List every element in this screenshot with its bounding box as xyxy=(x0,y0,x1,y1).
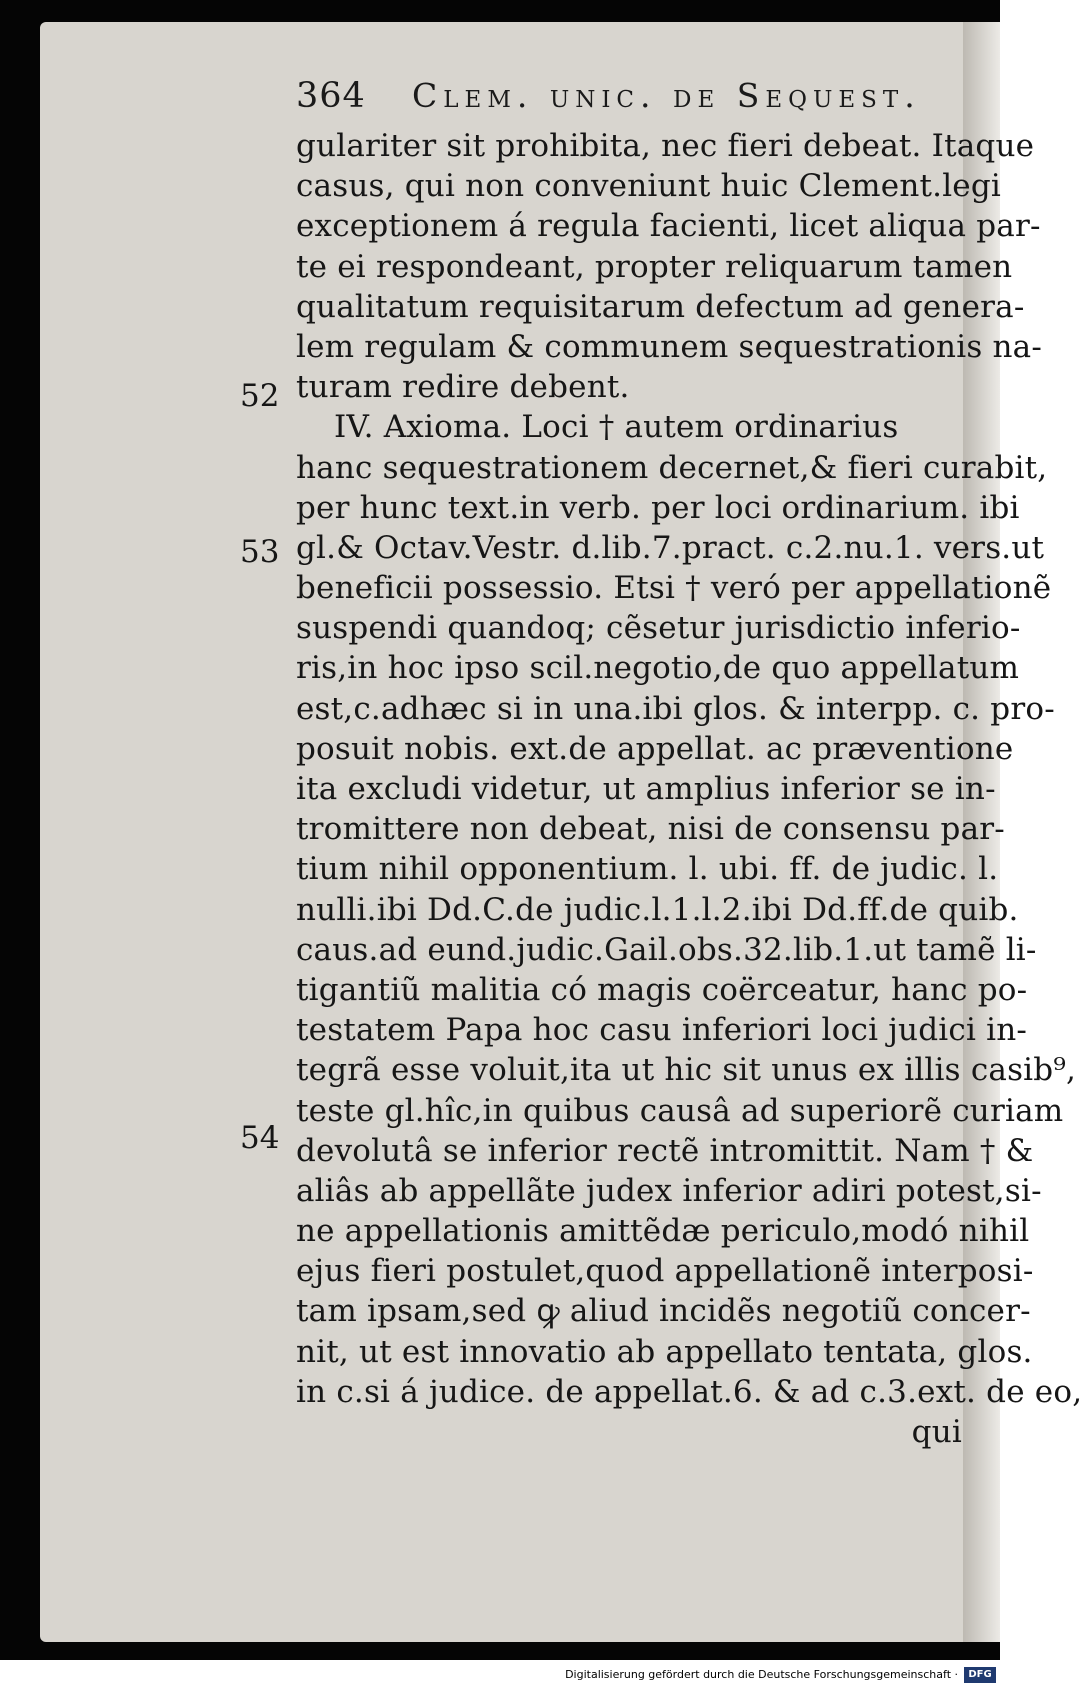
text-line: ejus fieri postulet,quod appellationẽ interposi- xyxy=(296,1253,1034,1290)
text-line: est,c.adhæc si in una.ibi glos. & interpp. c. pro- xyxy=(296,690,1055,727)
text-line: exceptionem á regula facienti, licet aliqua par- xyxy=(296,208,1041,245)
section-heading-line: IV. Axioma. Loci † autem ordinarius xyxy=(334,409,899,446)
dfg-logo: DFG xyxy=(964,1667,996,1683)
digitization-footer xyxy=(0,1664,1000,1688)
catchword: qui xyxy=(911,1414,962,1450)
text-line: casus, qui non conveniunt huic Clement.legi xyxy=(296,168,1002,205)
text-line: tam ipsam,sed ꝙ aliud incidẽs negotiũ concer- xyxy=(296,1293,1031,1330)
text-line: nulli.ibi Dd.C.de judic.l.1.l.2.ibi Dd.ff.de quib. xyxy=(296,891,1019,928)
text-line: hanc sequestrationem decernet,& fieri curabit, xyxy=(296,449,1048,486)
text-line: qualitatum requisitarum defectum ad genera- xyxy=(296,288,1025,325)
text-line: lem regulam & communem sequestrationis na- xyxy=(296,328,1042,365)
text-line: turam redire debent. xyxy=(296,369,630,406)
text-line: gl.& Octav.Vestr. d.lib.7.pract. c.2.nu.1. vers.ut xyxy=(296,529,1045,566)
page-header xyxy=(296,76,936,126)
page-number: 364 xyxy=(296,76,366,116)
text-line: devolutâ se inferior rectẽ intromittit. Nam † & xyxy=(296,1132,1034,1169)
margin-number: 52 xyxy=(240,378,280,414)
text-line: te ei respondeant, propter reliquarum tamen xyxy=(296,248,1013,285)
text-line: suspendi quandoq; cẽsetur jurisdictio inferio- xyxy=(296,610,1021,647)
text-line: nit, ut est innovatio ab appellato tentata, glos. xyxy=(296,1333,1033,1370)
text-line: ne appellationis amittẽdæ periculo,modó nihil xyxy=(296,1213,1030,1250)
text-line: posuit nobis. ext.de appellat. ac præventione xyxy=(296,730,1014,767)
text-line: tium nihil opponentium. l. ubi. ff. de judic. l. xyxy=(296,851,999,888)
text-line: tromittere non debeat, nisi de consensu par- xyxy=(296,811,1005,848)
margin-number: 53 xyxy=(240,534,280,570)
text-line: ris,in hoc ipso scil.negotio,de quo appellatum xyxy=(296,650,1020,687)
text-line: in c.si á judice. de appellat.6. & ad c.3.ext. de eo, xyxy=(296,1373,1082,1410)
text-line: tegrã esse voluit,ita ut hic sit unus ex illis casib⁹, xyxy=(296,1052,1077,1089)
body-text xyxy=(296,126,1082,1452)
funding-credit: Digitalisierung gefördert durch die Deutsche Forschungsgemeinschaft · xyxy=(565,1668,958,1681)
text-line: beneficii possessio. Etsi † veró per appellationẽ xyxy=(296,570,1052,607)
text-line: aliâs ab appellãte judex inferior adiri potest,si- xyxy=(296,1172,1042,1209)
text-line: gulariter sit prohibita, nec fieri debeat. Itaque xyxy=(296,128,1035,164)
text-line: ita excludi videtur, ut amplius inferior se in- xyxy=(296,771,996,807)
text-line: caus.ad eund.judic.Gail.obs.32.lib.1.ut tamẽ li- xyxy=(296,931,1037,968)
text-line: per hunc text.in verb. per loci ordinarium. ibi xyxy=(296,489,1020,526)
margin-number: 54 xyxy=(240,1120,280,1156)
text-line: testatem Papa hoc casu inferiori loci judici in- xyxy=(296,1012,1028,1049)
text-line: tigantiũ malitia có magis coërceatur, hanc po- xyxy=(296,971,1028,1008)
text-line: teste gl.hîc,in quibus causâ ad superiorẽ curiam xyxy=(296,1092,1064,1129)
running-title: Clem. unic. de Sequest. xyxy=(412,76,921,115)
